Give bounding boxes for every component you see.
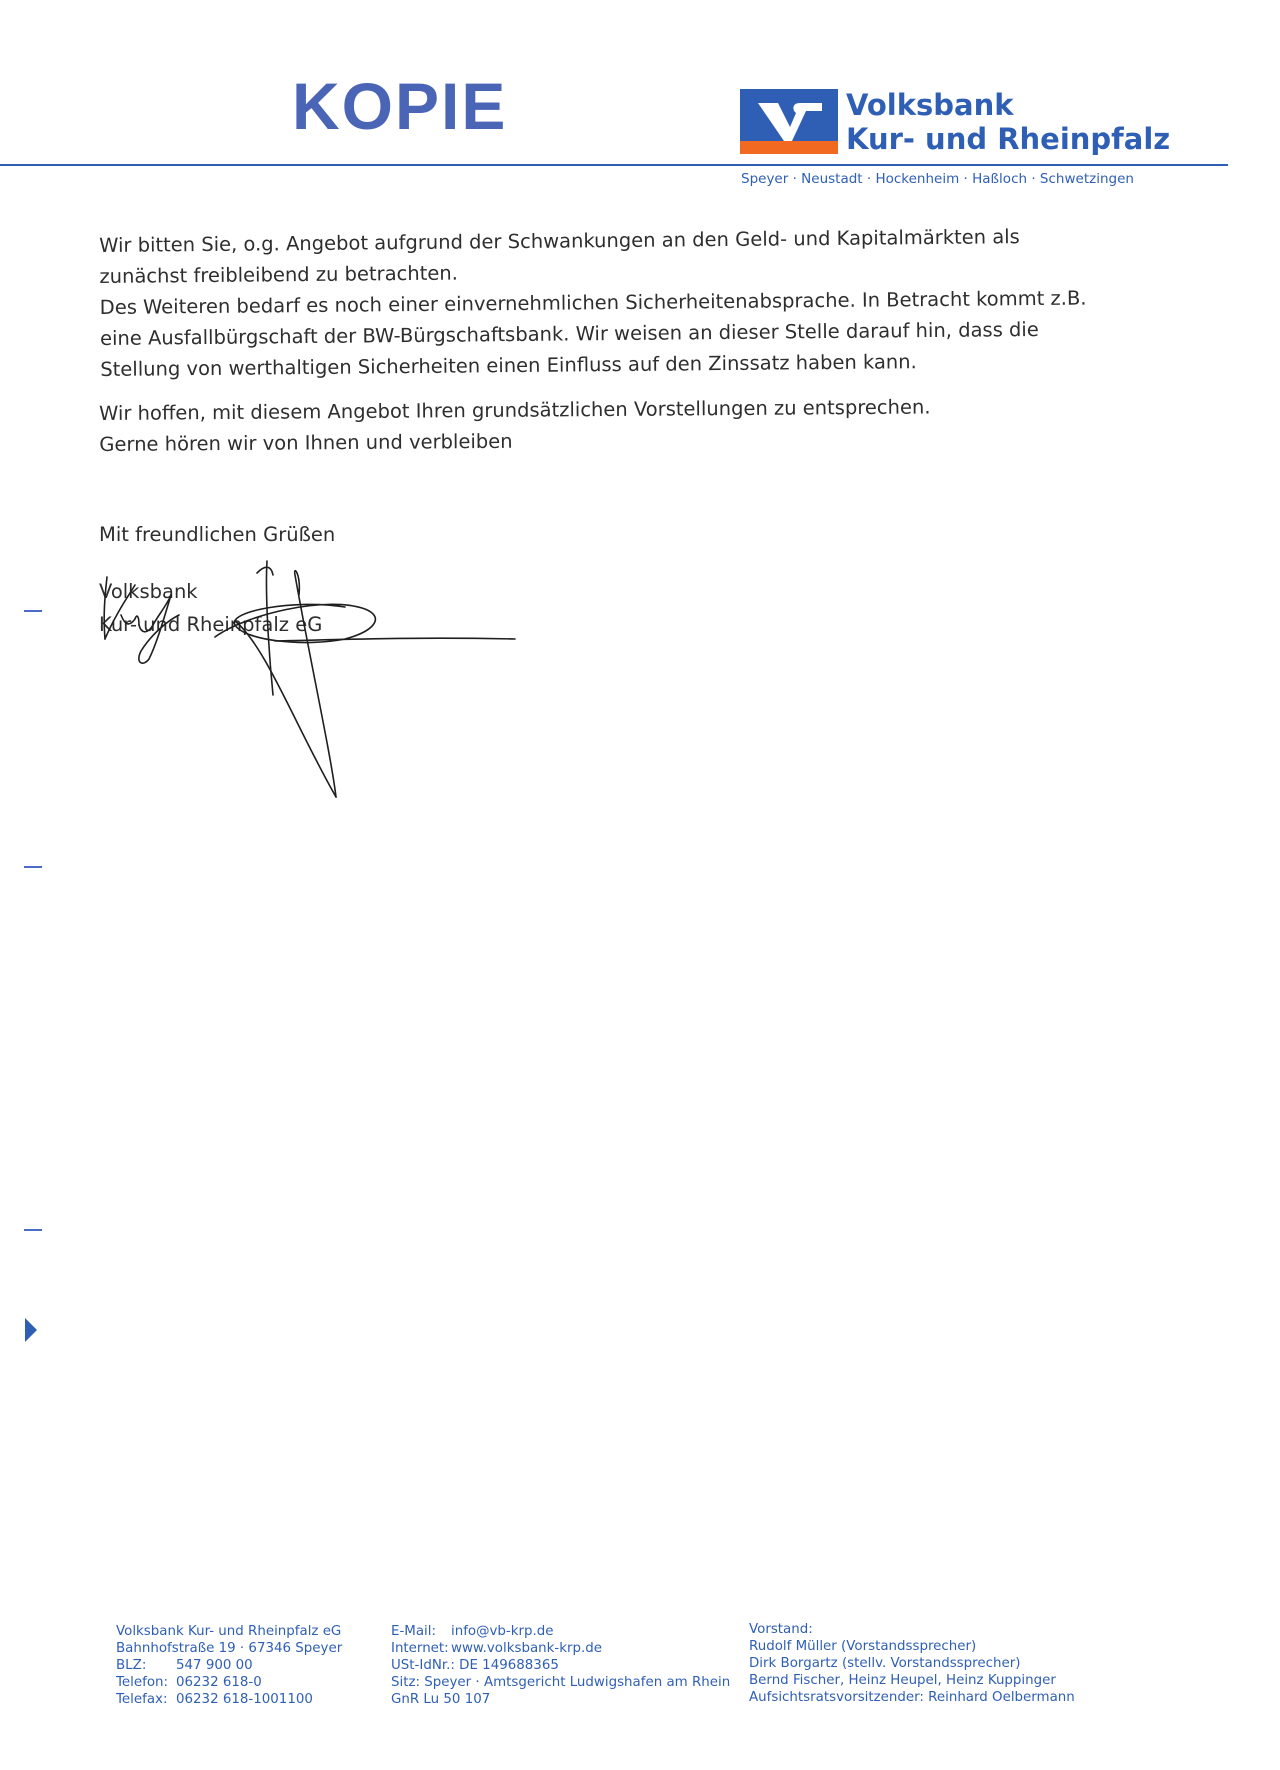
footer-phone xyxy=(116,1674,342,1691)
internet-value: www.volksbank-krp.de xyxy=(451,1641,602,1656)
paragraph-2 xyxy=(99,391,931,460)
kopie-stamp: KOPIE xyxy=(292,69,508,143)
footer-email xyxy=(391,1623,730,1640)
footer-board-line: Rudolf Müller (Vorstandssprecher) xyxy=(749,1639,977,1654)
text-line: eine Ausfallbürgschaft der BW-Bürgschaftsbank. Wir weisen an dieser Stelle darauf hin, dass die xyxy=(99,317,1039,350)
footer-bank-info xyxy=(116,1623,342,1708)
footer-address: Bahnhofstraße 19 · 67346 Speyer xyxy=(116,1641,343,1656)
footer-blz xyxy=(116,1657,342,1674)
bank-name xyxy=(846,88,1170,156)
email-label: E-Mail: xyxy=(391,1624,437,1639)
handwritten-signature xyxy=(95,555,535,805)
phone-value: 06232 618-0 xyxy=(176,1675,262,1690)
fax-label: Telefax: xyxy=(116,1692,168,1707)
footer-board-line: Bernd Fischer, Heinz Heupel, Heinz Kuppinger xyxy=(749,1673,1056,1688)
volksbank-v-logo-icon xyxy=(740,89,838,154)
fax-value: 06232 618-1001100 xyxy=(176,1692,313,1707)
bank-name-line1: Volksbank xyxy=(846,88,1014,122)
phone-label: Telefon: xyxy=(116,1675,169,1690)
bank-name-line2: Kur- und Rheinpfalz xyxy=(846,122,1171,156)
blz-value: 547 900 00 xyxy=(176,1658,253,1673)
email-value: info@vb-krp.de xyxy=(451,1624,554,1639)
paragraph-1 xyxy=(99,220,1120,385)
fold-mark xyxy=(24,1229,42,1231)
footer-contact-info xyxy=(391,1623,730,1708)
text-line: Stellung von werthaltigen Sicherheiten einen Einfluss auf den Zinssatz haben kann. xyxy=(100,350,917,381)
footer-board-line: Dirk Borgartz (stellv. Vorstandssprecher) xyxy=(749,1656,1021,1671)
fold-mark xyxy=(24,866,42,868)
footer-internet xyxy=(391,1640,730,1657)
sig-line-1: Volksbank xyxy=(99,580,198,603)
footer-fax xyxy=(116,1691,342,1708)
footer-seat: Sitz: Speyer · Amtsgericht Ludwigshafen am Rhein xyxy=(391,1675,731,1690)
footer-board-line: Aufsichtsratsvorsitzender: Reinhard Oelbermann xyxy=(749,1690,1075,1705)
text-line: Gerne hören wir von Ihnen und verbleiben xyxy=(99,429,513,456)
footer-board-info xyxy=(749,1621,1075,1706)
text-line: Wir bitten Sie, o.g. Angebot aufgrund der Schwankungen an den Geld- und Kapitalmärkten als xyxy=(99,225,1020,257)
footer-ust: USt-IdNr.: DE 149688365 xyxy=(391,1658,559,1673)
text-line: zunächst freibleibend zu betrachten. xyxy=(99,261,458,288)
header-divider xyxy=(0,164,1228,166)
closing-greeting: Mit freundlichen Grüßen xyxy=(99,523,336,546)
text-line: Des Weiteren bedarf es noch einer einvernehmlichen Sicherheitenabsprache. In Betracht kommt z.B. xyxy=(99,286,1087,319)
footer-board-heading: Vorstand: xyxy=(749,1622,813,1637)
internet-label: Internet: xyxy=(391,1641,449,1656)
text-line: Wir hoffen, mit diesem Angebot Ihren grundsätzlichen Vorstellungen zu entsprechen. xyxy=(99,395,931,425)
footer-register: GnR Lu 50 107 xyxy=(391,1692,491,1707)
footer-bank-name: Volksbank Kur- und Rheinpfalz eG xyxy=(116,1624,342,1639)
sig-line-2: Kur- und Rheinpfalz eG xyxy=(99,613,323,636)
blz-label: BLZ: xyxy=(116,1658,147,1673)
punch-mark-arrow-icon xyxy=(25,1318,37,1342)
branch-cities: Speyer · Neustadt · Hockenheim · Haßloch · Schwetzingen xyxy=(741,171,1134,187)
fold-mark xyxy=(24,610,42,612)
